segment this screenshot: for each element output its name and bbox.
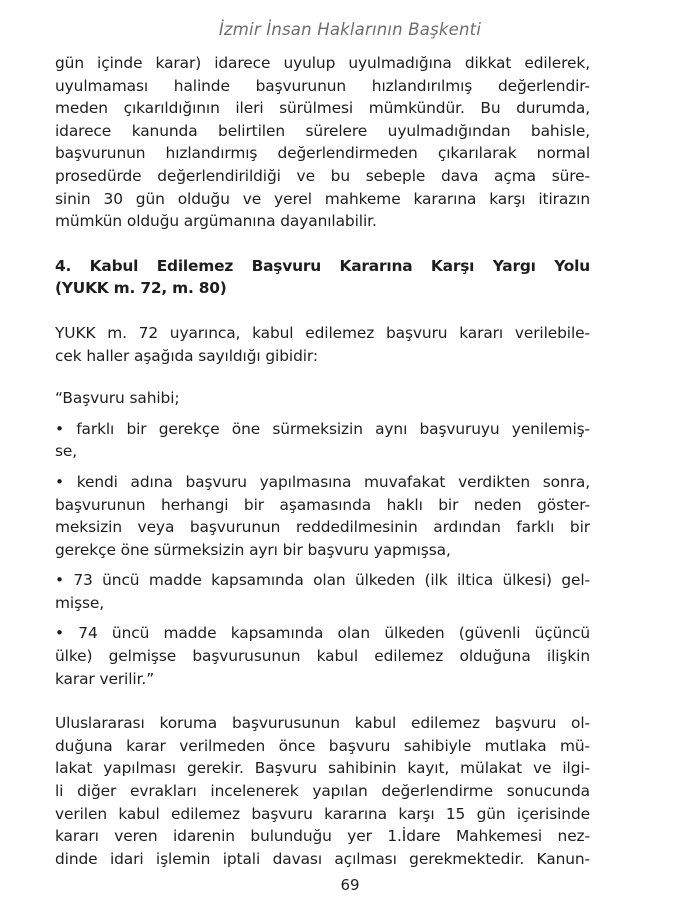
page-body	[55, 52, 590, 870]
text-line: meksizin veya başvurunun reddedilmesinin ardından farklı bir	[55, 518, 590, 537]
text-line: li diğer evrakları incelenerek yapılan değerlendirme sonucunda	[55, 782, 590, 801]
text-line: ülke) gelmişse başvurusunun kabul edilemez olduğuna ilişkin	[55, 647, 590, 666]
text-line: lakat yapılması gerekir. Başvuru sahibinin kayıt, mülakat ve ilgi-	[55, 759, 590, 778]
heading-line: 4. Kabul Edilemez Başvuru Kararına Karşı Yargı Yolu	[55, 256, 590, 275]
page-number: 69	[340, 876, 360, 894]
heading-line: (YUKK m. 72, m. 80)	[55, 279, 227, 298]
text-line: mişse,	[55, 593, 105, 612]
paragraph-yukk-72	[55, 322, 590, 367]
text-line: YUKK m. 72 uyarınca, kabul edilemez başvuru kararı verilebile-	[55, 323, 590, 342]
quote-intro: “Başvuru sahibi;	[55, 389, 180, 408]
paragraph-deadline-argument	[55, 52, 590, 233]
text-line: dinde idari işlemin iptali davası açılması gerekmektedir. Kanun-	[55, 849, 590, 868]
quote-list-item	[55, 471, 590, 561]
text-line: • kendi adına başvuru yapılmasına muvafakat verdikten sonra,	[55, 472, 590, 491]
legal-quote	[55, 387, 590, 690]
text-line: • 74 üncü madde kapsamında olan ülkeden (güvenli üçüncü	[55, 624, 590, 643]
text-line: gerekçe öne sürmeksizin ayrı bir başvuru yapmışsa,	[55, 540, 451, 559]
text-line: verilen kabul edilemez başvuru kararına karşı 15 gün içerisinde	[55, 804, 590, 823]
text-line: prosedürde değerlendirildiği ve bu sebeple dava açma süre-	[55, 166, 590, 185]
text-line: sinin 30 gün olduğu ve yerel mahkeme kararına karşı itirazın	[55, 189, 590, 208]
quote-list-item	[55, 622, 590, 690]
text-line: cek haller aşağıda sayıldığı gibidir:	[55, 346, 318, 365]
text-line: idarece kanunda belirtilen sürelere uyulmadığından bahisle,	[55, 121, 590, 140]
quote-list-item	[55, 569, 590, 614]
text-line: başvurunun herhangi bir aşamasında haklı bir neden göster-	[55, 495, 590, 514]
text-line: Uluslararası koruma başvurusunun kabul edilemez başvuru ol-	[55, 714, 590, 733]
section-heading	[55, 255, 590, 300]
text-line: mümkün olduğu argümanına dayanılabilir.	[55, 212, 377, 231]
text-line: gün içinde karar) idarece uyulup uyulmadığına dikkat edilerek,	[55, 54, 590, 72]
text-line: • farklı bir gerekçe öne sürmeksizin aynı başvuruyu yenilemiş-	[55, 419, 590, 438]
text-line: meden çıkarıldığının ileri sürülmesi mümkündür. Bu durumda,	[55, 99, 590, 118]
text-line: başvurunun hızlandırmış değerlendirmeden çıkarılarak normal	[55, 144, 590, 163]
text-line: • 73 üncü madde kapsamında olan ülkeden (ilk iltica ülkesi) gel-	[55, 571, 590, 590]
quote-list-item	[55, 418, 590, 463]
running-header-title: İzmir İnsan Haklarının Başkenti	[218, 20, 482, 39]
text-line: uyulmaması halinde başvurunun hızlandırılmış değerlendir-	[55, 76, 590, 95]
text-line: karar verilir.”	[55, 669, 155, 688]
text-line: duğuna karar verilmeden önce başvuru sahibiyle mutlaka mü-	[55, 736, 590, 755]
paragraph-inadmissibility-procedure	[55, 712, 590, 870]
text-line: kararı veren idarenin bulunduğu yer 1.İdare Mahkemesi nez-	[55, 827, 590, 846]
text-line: se,	[55, 442, 78, 461]
